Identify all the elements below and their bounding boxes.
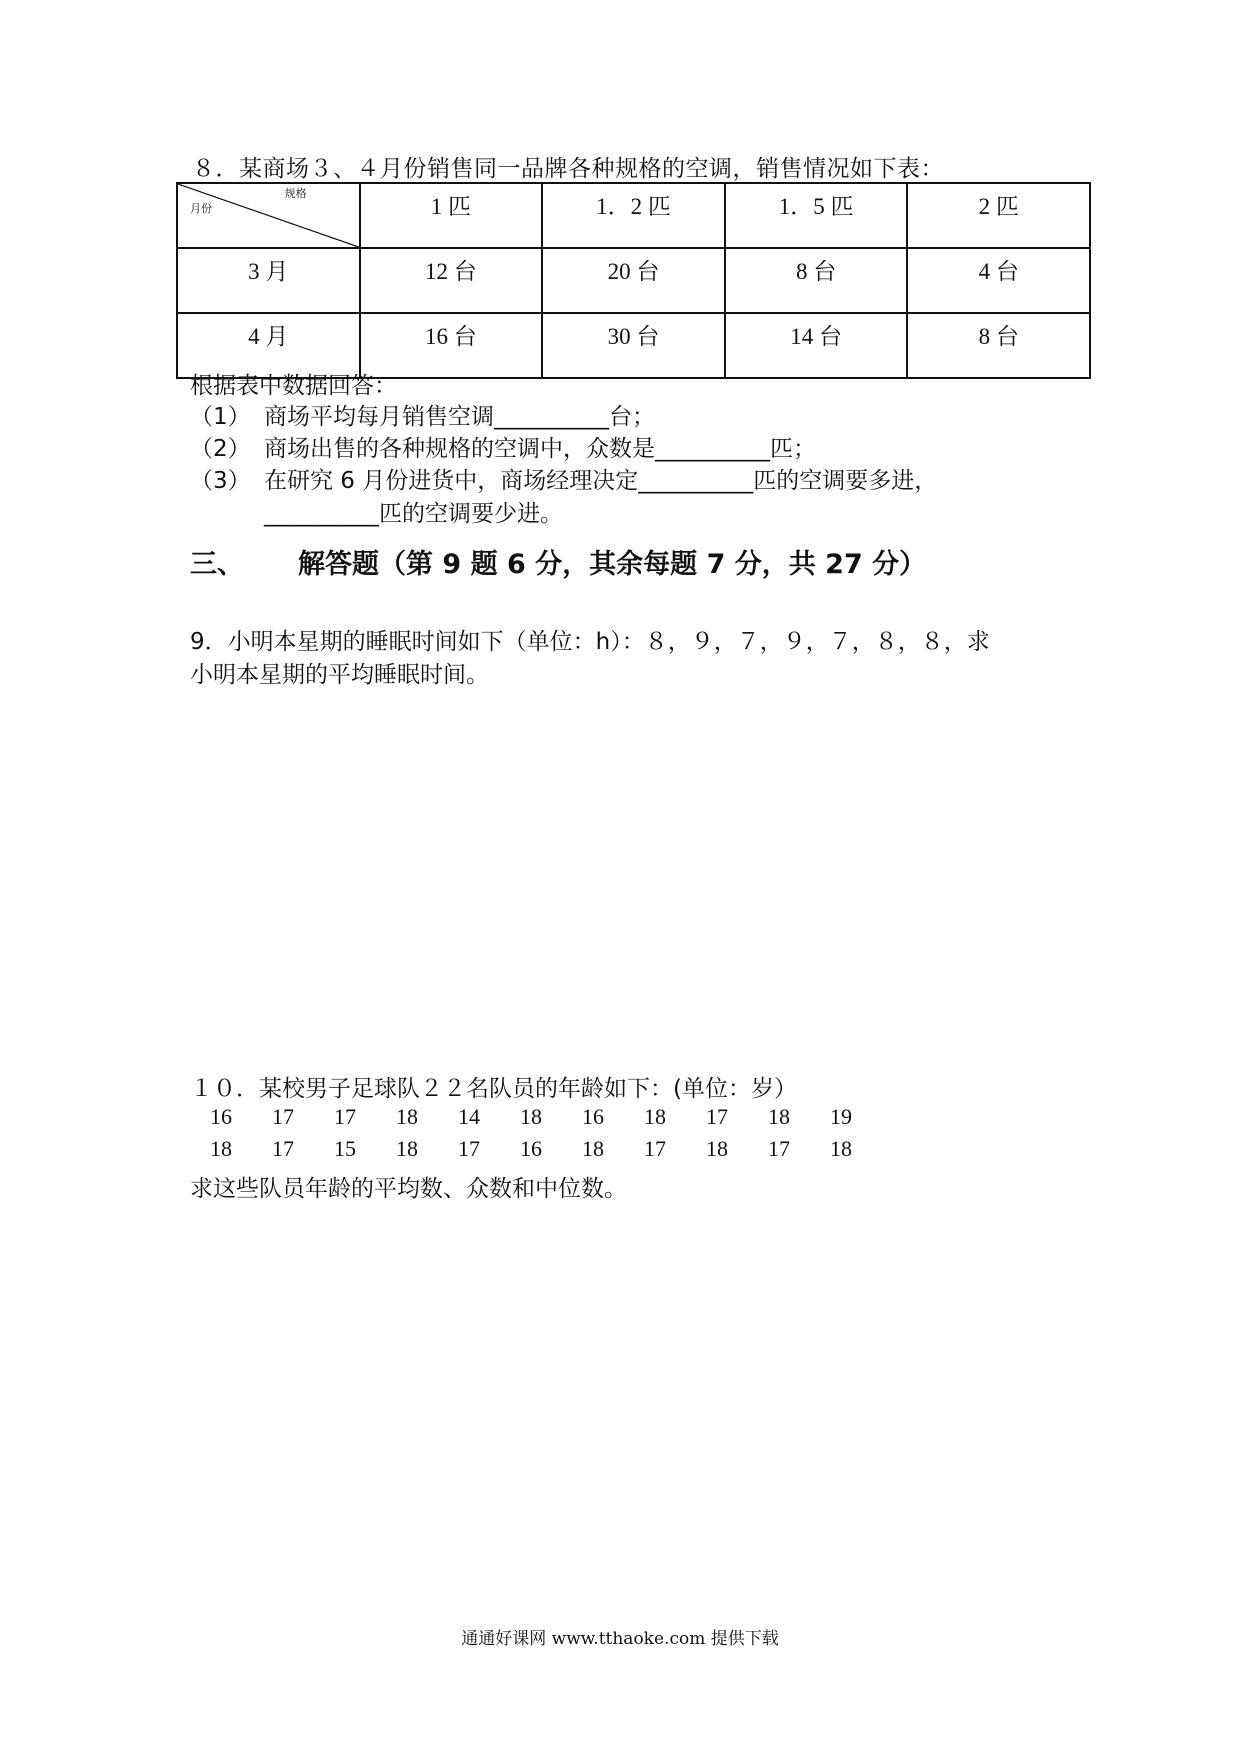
column-header: 1 匹 [360,183,543,248]
row-month: 4 月 [177,313,360,378]
age-value: 17 [458,1136,480,1161]
ages-row-1 [190,1104,872,1130]
table-row [177,248,1090,313]
age-value: 18 [520,1104,542,1129]
table-cell: 4 台 [907,248,1090,313]
section-title: 解答题（第 9 题 6 分，其余每题 7 分，共 27 分） [298,549,927,580]
age-value: 16 [582,1104,604,1129]
age-value: 16 [210,1104,232,1129]
table-cell: 20 台 [542,248,725,313]
sub-question-number: （2） [190,436,251,462]
age-value: 19 [830,1104,852,1129]
q8-title: ８．某商场３、４月份销售同一品牌各种规格的空调，销售情况如下表： [192,156,944,182]
sales-table [176,182,1091,379]
q10-question: 求这些队员年龄的平均数、众数和中位数。 [190,1176,627,1202]
age-value: 17 [272,1104,294,1129]
table-cell: 16 台 [360,313,543,378]
table-cell: 14 台 [725,313,908,378]
section-number: 三、 [190,549,244,580]
sub-question-number: （1） [190,404,251,430]
table-cell: 8 台 [725,248,908,313]
age-value: 18 [582,1136,604,1161]
age-value: 17 [334,1104,356,1129]
footer-credit: 通通好课网 www.tthaoke.com 提供下载 [461,1629,779,1649]
q9-line-2: 小明本星期的平均睡眠时间。 [190,662,489,688]
table-header-row [177,183,1090,248]
column-header: 1．5 匹 [725,183,908,248]
q10-title: １０．某校男子足球队２２名队员的年龄如下：(单位：岁） [190,1076,797,1102]
table-cell: 8 台 [907,313,1090,378]
sub-question-number: （3） [190,468,251,494]
sub-question-1 [190,398,655,431]
sub-question-text: 商场出售的各种规格的空调中，众数是__________匹； [264,436,816,462]
age-value: 15 [334,1136,356,1161]
sub-question-3 [190,462,937,495]
diagonal-header-cell [177,183,360,248]
age-value: 17 [644,1136,666,1161]
ages-row-2 [190,1136,872,1162]
column-header: 1．2 匹 [542,183,725,248]
age-value: 18 [396,1104,418,1129]
sub-question-3-continued: __________匹的空调要少进。 [264,501,563,527]
section-heading [190,542,926,581]
sub-question-text: 在研究 6 月份进货中，商场经理决定__________匹的空调要多进， [264,468,938,494]
age-value: 18 [644,1104,666,1129]
age-value: 18 [396,1136,418,1161]
table-cell: 12 台 [360,248,543,313]
age-value: 14 [458,1104,480,1129]
age-value: 17 [272,1136,294,1161]
age-value: 18 [210,1136,232,1161]
q9-line-1: 9．小明本星期的睡眠时间如下（单位：h）：８，９，７，９，７，８，８，求 [190,629,990,655]
age-value: 17 [706,1104,728,1129]
row-month: 3 月 [177,248,360,313]
corner-spec-label: 规格 [284,187,307,200]
sub-question-2 [190,430,816,463]
table-cell: 30 台 [542,313,725,378]
age-value: 18 [768,1104,790,1129]
age-value: 17 [768,1136,790,1161]
age-value: 18 [706,1136,728,1161]
corner-month-label: 月份 [190,202,212,215]
age-value: 18 [830,1136,852,1161]
column-header: 2 匹 [907,183,1090,248]
age-value: 16 [520,1136,542,1161]
sub-question-text: 商场平均每月销售空调__________台； [264,404,655,430]
answer-intro: 根据表中数据回答： [190,373,397,399]
